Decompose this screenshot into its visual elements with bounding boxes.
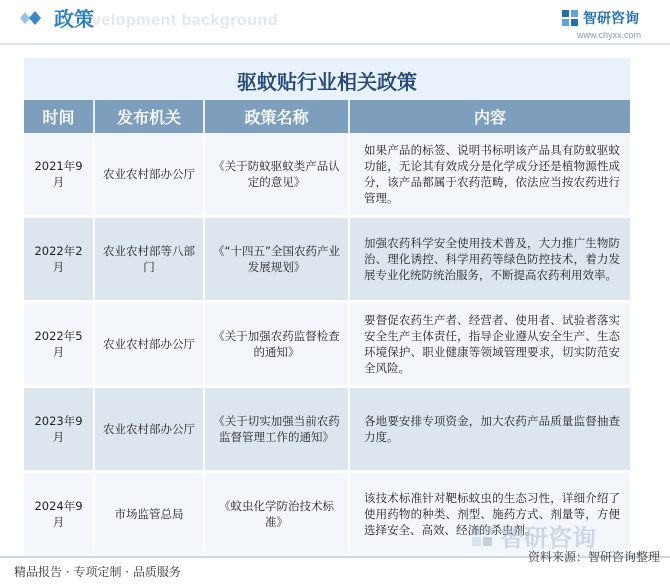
cell-time: 2022年5月 <box>24 302 94 387</box>
brand-url: www.chyxx.com <box>577 30 642 40</box>
cell-time: 2024年9月 <box>24 472 94 557</box>
brand-mark-icon <box>561 9 579 27</box>
column-header-content: 内容 <box>349 100 630 133</box>
watermark-logo-text: 智研咨询 <box>500 524 596 552</box>
cell-policy: 《蚊虫化学防治技术标准》 <box>204 472 349 557</box>
cell-content: 该技术标准针对靶标蚊虫的生态习性，详细介绍了使用药物的种类、剂型、施药方式、剂量等，方便选择安全、高效、经济的杀虫剂。 <box>349 472 630 557</box>
watermark-mark-icon <box>472 526 492 546</box>
table-header-row <box>24 100 630 133</box>
cell-content: 要督促农药生产者、经营者、使用者、试验者落实安全生产主体责任，指导企业遵从安全生产、生态环境保护、职业健康等领域管理要求，切实防范安全风险。 <box>349 302 630 387</box>
table-row <box>24 133 630 217</box>
background-watermark-text: velopment background <box>92 12 279 29</box>
cell-policy: 《关于加强农药监督检查的通知》 <box>204 302 349 387</box>
policy-panel <box>24 58 630 537</box>
cell-agency: 农业农村部办公厅 <box>94 133 204 217</box>
top-header <box>0 0 670 44</box>
column-header-time: 时间 <box>24 100 94 133</box>
table-row <box>24 302 630 387</box>
cell-policy: 《关于防蚊驱蚊类产品认定的意见》 <box>204 133 349 217</box>
cell-time: 2022年2月 <box>24 217 94 302</box>
data-source-note: 资料来源：智研咨询整理 <box>527 550 660 564</box>
header-divider <box>0 43 670 45</box>
cell-agency: 市场监管总局 <box>94 472 204 557</box>
cell-content: 如果产品的标签、说明书标明该产品具有防蚊驱蚊功能，无论其有效成分是化学成分还是植物源性成分，该产品都属于农药范畴，依法应当按农药进行管理。 <box>349 133 630 217</box>
table-title: 驱蚊贴行业相关政策 <box>237 70 417 94</box>
cell-agency: 农业农村部办公厅 <box>94 387 204 472</box>
cell-policy: 《“十四五”全国农药产业发展规划》 <box>204 217 349 302</box>
section-title: 政策 <box>54 7 94 31</box>
table-row <box>24 387 630 472</box>
brand-name: 智研咨询 <box>583 11 639 27</box>
table-row <box>24 217 630 302</box>
cell-content: 加强农药科学安全使用技术普及，大力推广生物防治、理化诱控、科学用药等绿色防控技术，着力发展专业化统防统治服务，不断提高农药利用效率。 <box>349 217 630 302</box>
cell-agency: 农业农村部办公厅 <box>94 302 204 387</box>
column-header-agency: 发布机关 <box>94 100 204 133</box>
policy-table <box>24 100 630 558</box>
brand-logo <box>561 6 667 42</box>
footer-tagline: 精品报告 · 专项定制 · 品质服务 <box>14 565 181 579</box>
diamond-decoration-icon <box>14 7 50 29</box>
column-header-policy: 政策名称 <box>204 100 349 133</box>
cell-agency: 农业农村部等八部门 <box>94 217 204 302</box>
cell-policy: 《关于切实加强当前农药监督管理工作的通知》 <box>204 387 349 472</box>
cell-time: 2023年9月 <box>24 387 94 472</box>
cell-time: 2021年9月 <box>24 133 94 217</box>
cell-content: 各地要安排专项资金，加大农药产品质量监督抽查力度。 <box>349 387 630 472</box>
